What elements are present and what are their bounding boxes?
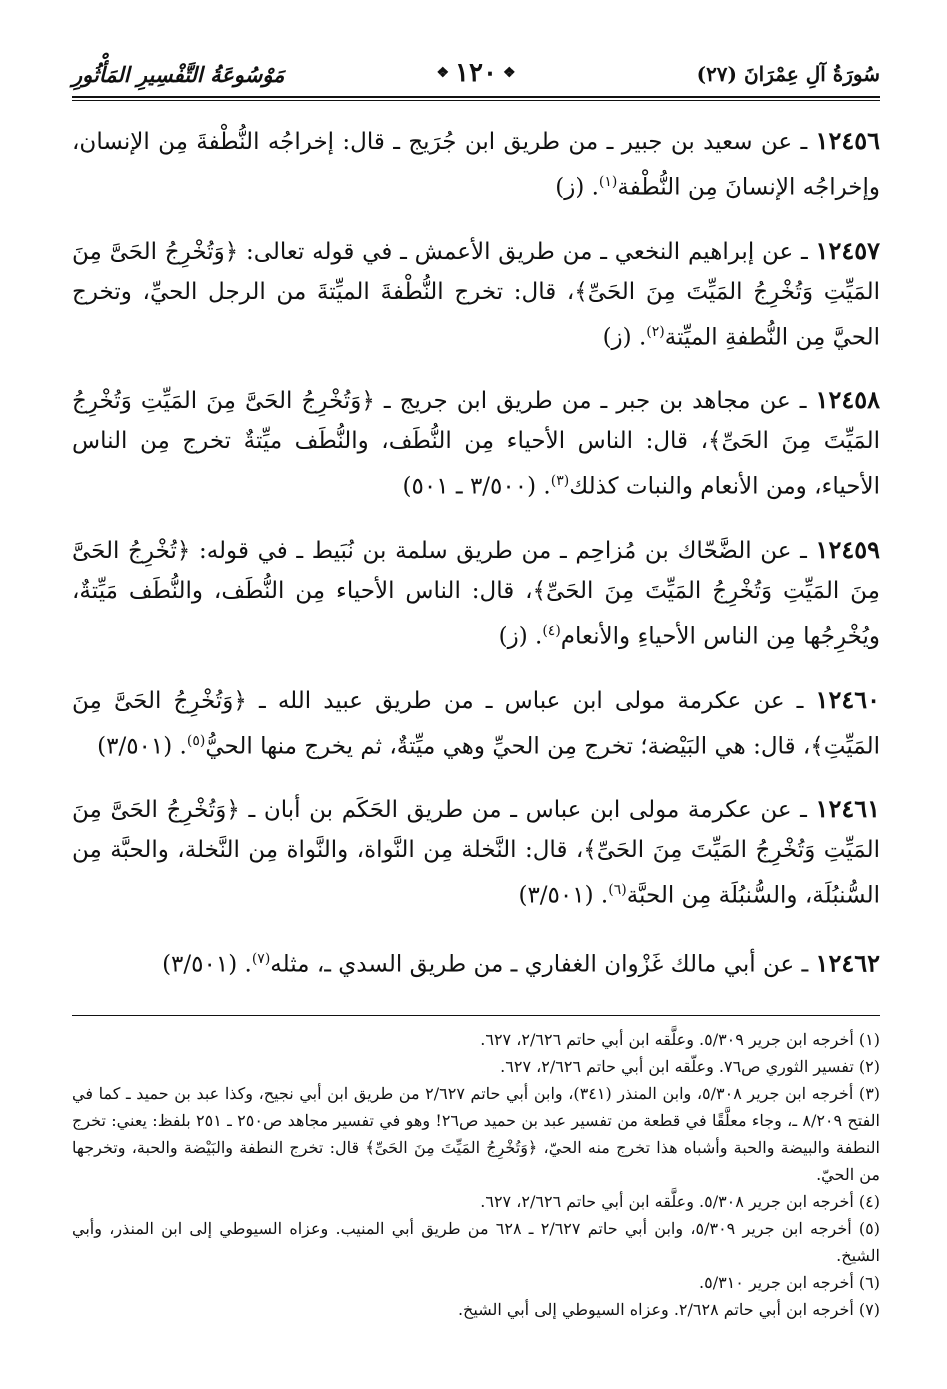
- header-rule-thin: [72, 100, 880, 101]
- entry: [72, 939, 880, 985]
- footnote: (٥) أخرجه ابن جرير ٥/٣٠٩، وابن أبي حاتم ٢/٦٢٧ ـ ٦٢٨ من طريق أبي المنيب. وعزاه السيوطي إلى ابن المنذر، وأبي الشيخ.: [72, 1218, 880, 1265]
- page-number-box: [426, 58, 525, 88]
- footnotes: [72, 1026, 880, 1323]
- footnote: (٢) تفسير الثوري ص٧٦. وعلّقه ابن أبي حاتم ٢/٦٢٦، ٦٢٧.: [500, 1056, 880, 1076]
- page: [72, 50, 880, 1323]
- entry-source: . (٣/٥٠١): [518, 882, 609, 909]
- entry-source: . (ز): [555, 174, 599, 201]
- main-text: [72, 121, 880, 985]
- entry: [72, 530, 880, 657]
- entry-number: ١٢٤٦١: [815, 794, 880, 824]
- footnote-ref: (٤): [542, 622, 561, 639]
- footnote-ref: (٥): [186, 732, 206, 749]
- entry-text: ـ عن عكرمة مولى ابن عباس ـ من طريق عبيد الله ـ ﴿وَتُخْرِجُ الحَىَّ مِنَ المَيِّتِ﴾، قال: هي البَيْضة؛ تخرج مِن الحيِّ وهي ميِّتةٌ، ثم يخرج منها الحيُّ: [72, 687, 880, 760]
- surah-title: سُورَةُ آلِ عِمْرَانَ (٢٧): [696, 62, 880, 86]
- entry-text: ـ عن عكرمة مولى ابن عباس ـ من طريق الحَكَم بن أبان ـ ﴿وَتُخْرِجُ الحَىَّ مِنَ المَيِّتِ وَتُخْرِجُ المَيِّتَ مِنَ الحَىِّ﴾، قال: النَّخلة مِن النَّواة، والنَّواة مِن النَّخلة، والحبَّة مِن السُّنبُلَة، والسُّنبُلَة مِن الحبَّة: [72, 797, 880, 909]
- entry-source: . (٣/٥٠٠ ـ ٥٠١): [402, 473, 551, 500]
- footnote-ref: (٦): [608, 882, 627, 899]
- footnote: (٣) أخرجه ابن جرير ٥/٣٠٨، وابن المنذر (٣٤١)، وابن أبي حاتم ٢/٦٢٧ من طريق ابن أبي نجيح، وكذا عبد بن حميد ـ كما في الفتح ٨/٢٠٩ ـ، وجاء معلَّقًا في قطعة من تفسير عبد بن حميد ص٢٦! وهو في تفسير مجاهد ص٢٥٠ ـ ٢٥١ بلفظ: يعني: تخرج النطفة والبيضة والحبة وأشباه هذا تخرج منه الحيّ، ﴿وَتُخْرِجُ المَيِّتَ مِنَ الحَىِّ﴾ قال: تخرج النطفة والبَيْضة والحبة، وتخرجها من الحيّ.: [72, 1083, 881, 1184]
- ornament-icon: ❖: [502, 65, 516, 81]
- footnote-ref: (٧): [251, 950, 271, 967]
- footnote-separator: [72, 1015, 880, 1016]
- entry-text: ـ عن سعيد بن جبير ـ من طريق ابن جُرَيج ـ قال: إخراجُه النُّطْفةَ مِن الإنسان، وإخراجُه الإنسانَ مِن النُّطْفة: [72, 129, 880, 201]
- footnote-ref: (١): [598, 174, 618, 190]
- entry-text: ـ عن أبي مالك غَزْوان الغفاري ـ من طريق السدي ـ، مثله: [270, 951, 816, 978]
- entry-number: ١٢٤٦٠: [815, 684, 880, 714]
- entry: [72, 121, 880, 208]
- entry-source: . (ز): [602, 324, 647, 351]
- entry-source: . (ز): [498, 623, 543, 650]
- entry: [72, 231, 880, 358]
- entry-number: ١٢٤٦٢: [815, 948, 880, 978]
- entry-text: ـ عن الضَّحّاك بن مُزاحِم ـ من طريق سلمة بن نُبَيط ـ في قوله: ﴿تُخْرِجُ الحَىَّ مِنَ المَيِّتِ وَتُخْرِجُ المَيِّتَ مِنَ الحَىِّ﴾، قال: الناس الأحياء مِن النُّطَف، والنُّطَف مَيِّتةٌ، ويُخْرِجُها مِن الناس الأحياءِ والأنعام: [72, 537, 880, 650]
- entry: [72, 380, 880, 507]
- entry-number: ١٢٤٥٩: [815, 534, 880, 564]
- page-number: ١٢٠: [455, 58, 497, 88]
- footnote: (٤) أخرجه ابن جرير ٥/٣٠٨. وعلَّقه ابن أبي حاتم ٢/٦٢٦، ٦٢٧.: [480, 1191, 880, 1211]
- entry-number: ١٢٤٥٧: [815, 235, 880, 265]
- entry-source: . (٣/٥٠١): [162, 951, 252, 978]
- footnote-ref: (٣): [550, 473, 570, 490]
- footnote: (١) أخرجه ابن جرير ٥/٣٠٩. وعلَّقه ابن أبي حاتم ٢/٦٢٦، ٦٢٧.: [480, 1029, 880, 1049]
- entry: [72, 680, 880, 767]
- page-header: [72, 50, 880, 98]
- footnote: (٦) أخرجه ابن جرير ٥/٣١٠.: [699, 1272, 880, 1292]
- book-title: مَوْسُوعَةُ التَّفْسِيرِ المَأْثُورِ: [72, 61, 285, 87]
- entry-text: ـ عن إبراهيم النخعي ـ من طريق الأعمش ـ في قوله تعالى: ﴿وَتُخْرِجُ الحَىَّ مِنَ المَيِّتِ وَتُخْرِجُ المَيِّتَ مِنَ الحَىِّ﴾، قال: تخرج النُّطْفةَ الميِّتةَ من الرجل الحيِّ، وتخرج الحيَّ مِن النُّطفةِ الميِّتة: [72, 238, 880, 351]
- entry-text: ـ عن مجاهد بن جبر ـ من طريق ابن جريج ـ ﴿وَتُخْرِجُ الحَىَّ مِنَ المَيِّتِ وَتُخْرِجُ المَيِّتَ مِنَ الحَىِّ﴾، قال: الناس الأحياء مِن النُّطَف، والنُّطَف ميِّتةٌ تخرج مِن الناس الأحياء، ومن الأنعام والنبات كذلك: [72, 388, 880, 500]
- entry-number: ١٢٤٥٦: [815, 126, 880, 155]
- footnote-ref: (٢): [646, 323, 665, 340]
- footnote: (٧) أخرجه ابن أبي حاتم ٢/٦٢٨. وعزاه السيوطي إلى أبي الشيخ.: [457, 1299, 880, 1319]
- entry-number: ١٢٤٥٨: [815, 385, 880, 415]
- ornament-icon: ❖: [436, 65, 450, 81]
- header-rule: [72, 96, 880, 98]
- entry-source: . (٣/٥٠١): [97, 733, 187, 760]
- entry: [72, 789, 880, 916]
